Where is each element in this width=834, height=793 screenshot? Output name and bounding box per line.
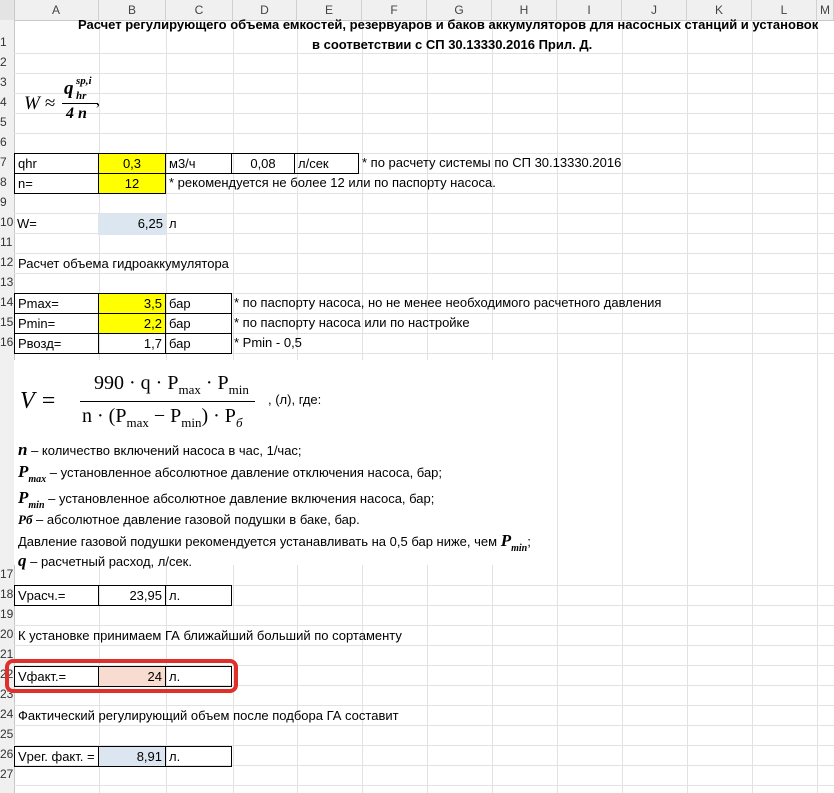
vfakt-label-cell[interactable]: Vфакт.= [14,666,99,687]
title-line-2: в соответствии с СП 30.13330.2016 Прил. Д. [312,37,593,52]
n-note: * рекомендуется не более 12 или по паспорту насоса. [169,175,496,190]
qhr-unit2-cell[interactable]: л/сек [294,153,359,174]
column-header-l[interactable]: L [752,0,817,20]
vfakt-unit-cell[interactable]: л. [165,666,232,687]
row-header-3[interactable]: 3 [0,75,7,89]
grid-hline [14,133,834,134]
pmin-note: * по паспорту насоса или по настройке [234,315,470,330]
column-header-g[interactable]: G [427,0,492,20]
qhr-unit-cell[interactable]: м3/ч [165,153,232,174]
formula-w-sub: hr [76,90,87,102]
column-header-d[interactable]: D [233,0,297,20]
grid-vline [817,20,818,793]
grid-hline [14,113,834,114]
row-header-27[interactable]: 27 [0,767,14,781]
select-all-corner[interactable] [0,0,15,20]
formula-w-tail: , [96,92,100,109]
grid-vline [687,20,688,793]
row-header-5[interactable]: 5 [0,115,7,129]
pmax-label-cell[interactable]: Pmax= [14,293,99,314]
accept-text: К установке принимаем ГА ближайший больший по сортаменту [18,628,402,643]
row-header-17[interactable]: 17 [0,567,14,581]
title-line-1: Расчет регулирующего объема емкостей, резервуаров и баков аккумуляторов для насосных станций и установок [78,17,819,32]
row-header-1[interactable]: 1 [0,35,7,49]
row-header-18[interactable]: 18 [0,587,14,601]
legend-gas: Давление газовой подушки рекомендуется устанавливать на 0,5 бар ниже, чем $P_{min}$; [18,531,531,554]
row-header-23[interactable]: 23 [0,687,14,701]
vrasch-label-cell[interactable]: Vрасч.= [14,585,99,606]
pmax-note: * по паспорту насоса, но не менее необходимого расчетного давления [234,295,662,310]
highlight-box [5,659,238,693]
formula-v-numerator: $990 \cdot q \cdot P_{max} \cdot P_{min}$ [94,372,249,397]
pvozd-unit-cell[interactable]: бар [165,333,232,354]
legend-pb: Pб – абсолютное давление газовой подушки в баке, бар. [18,512,360,527]
formula-v-denominator: $n \cdot (P_{max} - P_{min}) \cdot P_б$ [82,405,243,430]
row-header-16[interactable]: 16 [0,335,14,349]
column-header-m[interactable]: M [817,0,834,20]
column-header-i[interactable]: I [557,0,622,20]
grid-hline [14,73,834,74]
row-header-12[interactable]: 12 [0,255,14,269]
column-header-f[interactable]: F [362,0,427,20]
vreg-value-cell[interactable]: 8,91 [98,746,166,767]
row-header-6[interactable]: 6 [0,135,7,149]
formula-v-lhs: V = [20,388,57,414]
qhr-value-cell[interactable]: 0,3 [98,153,166,174]
row-header-4[interactable]: 4 [0,95,7,109]
row-header-26[interactable]: 26 [0,747,14,761]
actual-text: Фактический регулирующий объем после подбора ГА составит [18,708,399,723]
row-header-7[interactable]: 7 [0,155,7,169]
column-header-e[interactable]: E [297,0,362,20]
qhr-value2-cell[interactable]: 0,08 [231,153,295,174]
formula-w-lhs: W ≈ [24,93,56,114]
vrasch-unit-cell[interactable]: л. [165,585,232,606]
qhr-note: * по расчету системы по СП 30.13330.2016 [362,155,622,170]
vrasch-value-cell[interactable]: 23,95 [98,585,166,606]
grid-vline [752,20,753,793]
row-header-9[interactable]: 9 [0,195,7,209]
legend-pmax: $P_{max}$ – установленное абсолютное давление отключения насоса, бар; [18,462,443,485]
pmax-value-cell[interactable]: 3,5 [98,293,166,314]
column-header-a[interactable]: A [14,0,99,20]
grid-vline [622,20,623,793]
grid-hline [14,785,834,786]
n-value-cell[interactable]: 12 [98,173,166,194]
formula-v-fraction-bar [80,401,255,402]
column-header-h[interactable]: H [492,0,557,20]
w-value-cell[interactable]: 6,25 [98,214,166,235]
vreg-unit-cell[interactable]: л. [165,746,232,767]
row-header-19[interactable]: 19 [0,607,14,621]
pvozd-note: * Pmin - 0,5 [234,335,302,350]
row-header-25[interactable]: 25 [0,727,14,741]
formula-w-den: 4 n [66,105,87,122]
row-header-22[interactable]: 22 [0,667,14,681]
row-header-11[interactable]: 11 [0,235,13,249]
pmax-unit-cell[interactable]: бар [165,293,232,314]
pvozd-label-cell[interactable]: Pвозд= [14,333,99,354]
formula-w-num: q [64,78,74,99]
legend-pmin: $P_{min}$ – установленное абсолютное давление включения насоса, бар; [18,488,435,511]
formula-v [20,372,340,442]
accum-heading: Расчет объема гидроаккумулятора [18,256,229,271]
pmin-unit-cell[interactable]: бар [165,313,232,334]
row-header-24[interactable]: 24 [0,707,14,721]
legend-q: q – расчетный расход, л/сек. [18,551,192,570]
w-label-cell[interactable]: W= [17,216,37,231]
vreg-label-cell[interactable]: Vрег. факт. = [14,746,99,767]
pmin-value-cell[interactable]: 2,2 [98,313,166,334]
column-header-j[interactable]: J [622,0,687,20]
legend-n: n – количество включений насоса в час, 1/час; [18,440,302,459]
formula-w-fraction-bar [62,103,98,104]
row-header-8[interactable]: 8 [0,175,7,189]
row-header-13[interactable]: 13 [0,275,14,289]
formula-v-tail: , (л), где: [268,392,322,407]
n-label-cell[interactable]: n= [14,173,99,194]
pvozd-value-cell[interactable]: 1,7 [98,333,166,354]
column-header-c[interactable]: C [166,0,233,20]
row-header-2[interactable]: 2 [0,55,7,69]
row-header-20[interactable]: 20 [0,627,14,641]
row-header-21[interactable]: 21 [0,647,14,661]
column-header-b[interactable]: B [99,0,166,20]
formula-w-sup: sp,i [76,75,92,87]
column-header-k[interactable]: K [687,0,752,20]
grid-vline [557,20,558,793]
row-header-14[interactable]: 14 [0,295,14,309]
grid-hline [14,93,834,94]
pmin-label-cell[interactable]: Pmin= [14,313,99,334]
w-unit: л [169,216,177,231]
row-header-15[interactable]: 15 [0,315,14,329]
qhr-label-cell[interactable]: qhr [14,153,99,174]
vfakt-value-cell[interactable]: 24 [98,666,166,687]
row-header-10[interactable]: 10 [0,215,14,229]
